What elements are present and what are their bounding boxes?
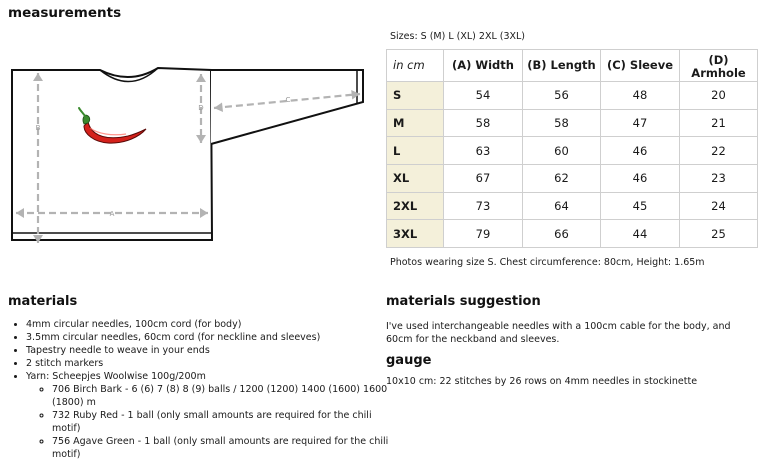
size-cell: S	[387, 82, 444, 110]
sweater-diagram	[0, 30, 380, 255]
value-cell: 24	[680, 192, 758, 220]
table-row	[387, 137, 758, 165]
value-cell: 44	[601, 220, 680, 248]
list-item: • 4mm circular needles, 100cm cord (for body)	[26, 318, 396, 331]
materials-list	[10, 318, 396, 461]
list-item: ◦ 756 Agave Green - 1 ball (only small amounts are required for the chili motif)	[52, 435, 396, 461]
value-cell: 46	[601, 164, 680, 192]
size-table-header	[387, 50, 758, 82]
sleeve-outline	[211, 70, 363, 144]
value-cell: 48	[601, 82, 680, 110]
value-cell: 66	[523, 220, 601, 248]
gauge-heading: gauge	[386, 353, 432, 368]
value-cell: 62	[523, 164, 601, 192]
photo-note: Photos wearing size S. Chest circumference: 80cm, Height: 1.65m	[390, 257, 705, 268]
materials-heading: materials	[8, 294, 78, 309]
list-item: • Tapestry needle to weave in your ends	[26, 344, 396, 357]
table-row	[387, 192, 758, 220]
value-cell: 60	[523, 137, 601, 165]
size-cell: XL	[387, 164, 444, 192]
table-row	[387, 220, 758, 248]
value-cell: 67	[444, 164, 523, 192]
value-cell: 47	[601, 109, 680, 137]
value-cell: 64	[523, 192, 601, 220]
value-cell: 25	[680, 220, 758, 248]
sizes-line: Sizes: S (M) L (XL) 2XL (3XL)	[390, 31, 526, 42]
value-cell: 58	[523, 109, 601, 137]
value-cell: 22	[680, 137, 758, 165]
table-row	[387, 82, 758, 110]
value-cell: 45	[601, 192, 680, 220]
header-sleeve: (C) Sleeve	[601, 50, 680, 82]
list-item: • 2 stitch markers	[26, 357, 396, 370]
size-table	[386, 49, 758, 248]
yarn-sublist	[26, 383, 396, 461]
value-cell: 56	[523, 82, 601, 110]
value-cell: 79	[444, 220, 523, 248]
dimension-c-label: C	[285, 96, 291, 104]
materials-suggestion-text: I've used interchangeable needles with a 100cm cable for the body, and 60cm for the neckband and sleeves.	[386, 321, 731, 345]
value-cell: 63	[444, 137, 523, 165]
value-cell: 58	[444, 109, 523, 137]
list-item: ◦ 732 Ruby Red - 1 ball (only small amounts are required for the chili motif)	[52, 409, 396, 435]
measurements-heading: measurements	[8, 5, 122, 21]
size-cell: 3XL	[387, 220, 444, 248]
dimension-b-label: B	[35, 124, 41, 132]
header-corner: in cm	[387, 50, 444, 82]
list-item: ◦ 706 Birch Bark - 6 (6) 7 (8) 8 (9) balls / 1200 (1200) 1400 (1600) 1600 (1800) m	[52, 383, 396, 409]
list-item: • 3.5mm circular needles, 60cm cord (for neckline and sleeves)	[26, 331, 396, 344]
gauge-text: 10x10 cm: 22 stitches by 26 rows on 4mm needles in stockinette	[386, 376, 698, 387]
value-cell: 54	[444, 82, 523, 110]
table-row	[387, 164, 758, 192]
dimension-a-label: A	[109, 210, 115, 218]
size-cell: 2XL	[387, 192, 444, 220]
value-cell: 46	[601, 137, 680, 165]
list-item	[26, 370, 396, 461]
value-cell: 21	[680, 109, 758, 137]
size-cell: L	[387, 137, 444, 165]
materials-suggestion-heading: materials suggestion	[386, 294, 541, 309]
value-cell: 73	[444, 192, 523, 220]
value-cell: 20	[680, 82, 758, 110]
dimension-d-label: D	[198, 104, 204, 112]
value-cell: 23	[680, 164, 758, 192]
size-cell: M	[387, 109, 444, 137]
table-row	[387, 109, 758, 137]
yarn-label: Yarn: Scheepjes Woolwise 100g/200m	[26, 371, 206, 382]
header-armhole: (D) Armhole	[680, 50, 758, 82]
header-width: (A) Width	[444, 50, 523, 82]
header-length: (B) Length	[523, 50, 601, 82]
